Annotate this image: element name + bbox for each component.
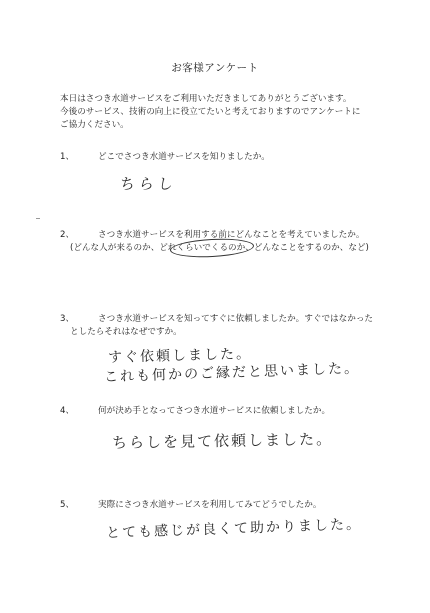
question-number: 3、 (60, 314, 75, 324)
question-number: 4、 (60, 406, 75, 416)
question-number: 5、 (60, 500, 75, 510)
question-text: さつき水道サービスを利用する前にどんなことを考えていましたか。 (98, 230, 365, 240)
question-text: 実際にさつき水道サービスを利用してみてどうでしたか。 (98, 500, 322, 510)
answer-3-line-2-handwritten: これも何かのご縁だと思いました。 (103, 360, 361, 386)
answer-3-line-1-handwritten: すぐ依頼しました。 (107, 346, 253, 366)
question-subtext: (どんな人が来るのか、どれくらいでくるのか、どんなことをするのか、など) (70, 243, 369, 253)
question-number: 1、 (60, 152, 75, 162)
intro-line: 本日はさつき水道サービスをご利用いただきましてありがとうございます。 (60, 94, 352, 104)
question-text: どこでさつき水道サービスを知りましたか。 (98, 152, 270, 162)
intro-line: 今後のサービス、技術の向上に役立てたいと考えておりますのでアンケートに (60, 107, 361, 117)
intro-line: ご協力ください。 (60, 120, 129, 130)
question-number: 2、 (60, 230, 75, 240)
page-title: お客様アンケート (171, 62, 259, 74)
answer-1-handwritten: ちらし (119, 175, 178, 193)
intro-paragraph (60, 93, 390, 132)
divider-mark (36, 218, 40, 219)
question-text: 何が決め手となってさつき水道サービスに依頼しましたか。 (98, 406, 331, 416)
question-text: さつき水道サービスを知ってすぐに依頼しましたか。すぐではなかった (98, 314, 374, 324)
question-subtext: としたらそれはなぜですか。 (70, 327, 182, 337)
answer-5-handwritten: とても感じが良くて助かりました。 (105, 516, 363, 542)
answer-4-handwritten: ちらしを見て依頼しました。 (111, 430, 334, 452)
